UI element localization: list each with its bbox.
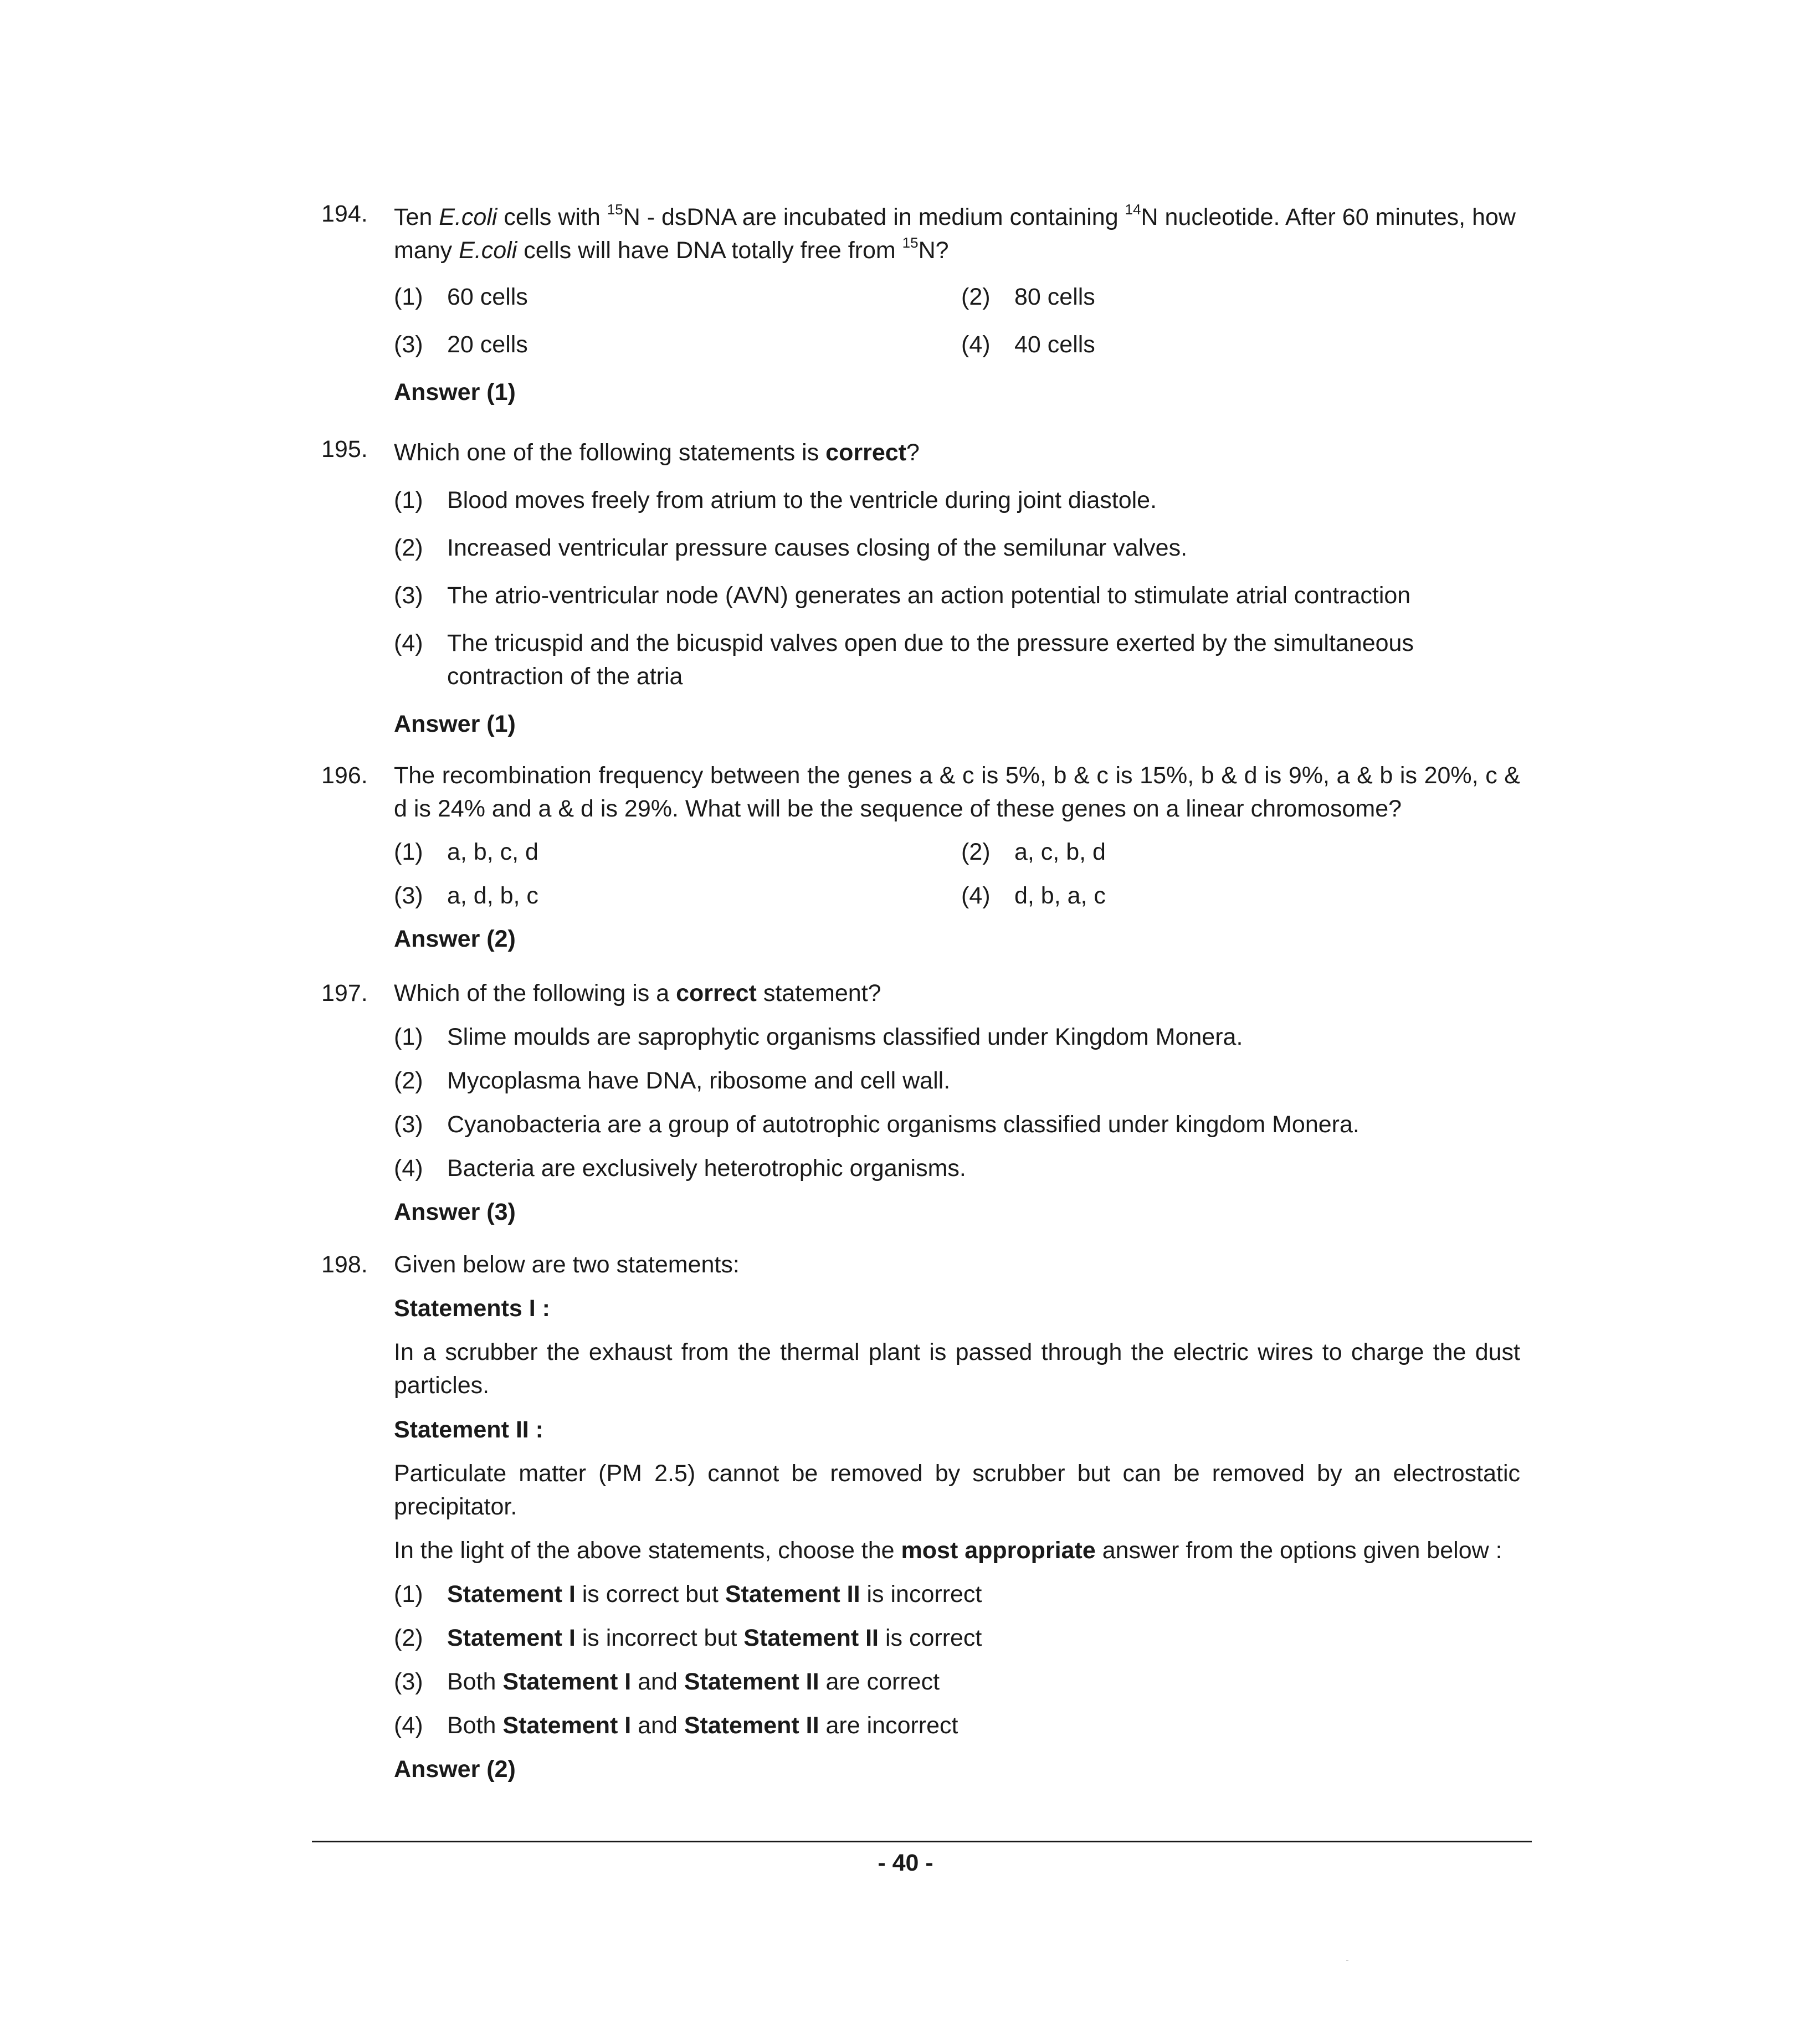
answer: Answer (1) — [394, 711, 516, 737]
question-number: 194. — [321, 201, 368, 227]
question-number: 198. — [321, 1251, 368, 1278]
statement-1-heading: Statements I : — [394, 1295, 550, 1322]
scan-speck — [1346, 1960, 1348, 1961]
answer: Answer (2) — [394, 1756, 516, 1783]
statement-2-heading: Statement II : — [394, 1416, 543, 1443]
question-number: 196. — [321, 762, 368, 789]
question-text: The recombination frequency between the genes a & c is 5%, b & c is 15%, b & d is 9%, a & b is 20%, c & d is 24% and a & d is 29%. What will be the sequence of these genes on a linear chromosome? — [394, 762, 1520, 822]
question-text: Given below are two statements: — [394, 1251, 740, 1278]
statement-2-text: Particulate matter (PM 2.5) cannot be removed by scrubber but can be removed by an electrostatic precipitator. — [394, 1460, 1520, 1520]
answer: Answer (1) — [394, 379, 516, 405]
statement-1-text: In a scrubber the exhaust from the thermal plant is passed through the electric wires to charge the dust particles. — [394, 1339, 1520, 1399]
question-number: 197. — [321, 980, 368, 1006]
question-number: 195. — [321, 436, 368, 463]
answer: Answer (2) — [394, 926, 516, 952]
instruction-text: In the light of the above statements, choose the most appropriate answer from the options given below : — [394, 1537, 1502, 1564]
answer: Answer (3) — [394, 1199, 516, 1225]
question-text: Ten E.coli cells with $^{15}$N - dsDNA are incubated in medium containing $^{14}$N nucleotide. After 60 minutes, how many E.coli cells will have DNA totally free from $^{15}$N? — [394, 201, 1516, 264]
page-number: - 40 - — [878, 1850, 933, 1876]
question-text: Which one of the following statements is correct? — [394, 439, 920, 466]
question-text: Which of the following is a correct statement? — [394, 980, 881, 1006]
